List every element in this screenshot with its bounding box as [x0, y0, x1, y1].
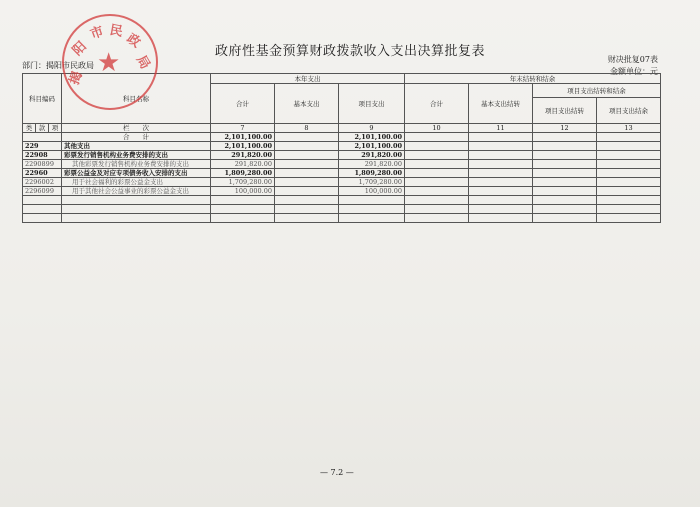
empty-cell: [469, 196, 533, 205]
page-title: 政府性基金预算财政拨款收入支出决算批复表: [215, 44, 486, 59]
empty-cell: [597, 151, 661, 160]
header-subject-name: 科目名称: [62, 74, 211, 124]
row-total: 1,709,280.00: [211, 178, 275, 187]
header-project-carry: 项目支出结转: [533, 98, 597, 124]
empty-cell: [533, 178, 597, 187]
row-total: 100,000.00: [211, 187, 275, 196]
row-project: 291,820.00: [339, 151, 405, 160]
empty-cell: [533, 133, 597, 142]
empty-cell: [405, 160, 469, 169]
table-row: [23, 187, 661, 196]
empty-cell: [405, 151, 469, 160]
empty-cell: [339, 214, 405, 223]
col-number: 8: [275, 124, 339, 133]
empty-cell: [275, 151, 339, 160]
sum-row-code: [23, 133, 62, 142]
empty-cell: [469, 142, 533, 151]
empty-cell: [275, 187, 339, 196]
header-column-order: 栏 次: [62, 124, 211, 133]
col-number: 11: [469, 124, 533, 133]
table-row: [23, 160, 661, 169]
empty-cell: [211, 214, 275, 223]
empty-cell: [405, 196, 469, 205]
empty-cell: [597, 142, 661, 151]
row-name: 其他彩票发行销售机构业务费安排的支出: [62, 160, 211, 169]
header-project: 项目支出: [339, 84, 405, 124]
empty-cell: [469, 160, 533, 169]
col-number: 10: [405, 124, 469, 133]
empty-cell: [62, 196, 211, 205]
empty-cell: [469, 178, 533, 187]
empty-cell: [275, 169, 339, 178]
empty-cell: [23, 196, 62, 205]
row-total: 2,101,100.00: [211, 142, 275, 151]
empty-cell: [275, 196, 339, 205]
table-body: [23, 142, 661, 196]
col-number: 12: [533, 124, 597, 133]
empty-cell: [275, 214, 339, 223]
empty-cell: [597, 214, 661, 223]
empty-cell: [275, 178, 339, 187]
empty-cell: [62, 205, 211, 214]
header-year-end: 年末结转和结余: [405, 74, 661, 84]
empty-cell: [533, 160, 597, 169]
header-basic-carry: 基本支出结转: [469, 84, 533, 124]
header-section: 款: [36, 124, 49, 133]
empty-cell: [211, 196, 275, 205]
unit-label: 金额单位：元: [610, 67, 658, 76]
header-total: 合计: [211, 84, 275, 124]
empty-cell: [405, 205, 469, 214]
table-row: [23, 151, 661, 160]
row-total: 1,809,280.00: [211, 169, 275, 178]
row-name: 其他支出: [62, 142, 211, 151]
form-code: 财决批复07表: [607, 55, 658, 64]
empty-cell: [533, 151, 597, 160]
empty-cell: [533, 169, 597, 178]
row-code: 22960: [23, 169, 62, 178]
empty-cell: [597, 178, 661, 187]
empty-cell: [275, 133, 339, 142]
empty-cell: [211, 205, 275, 214]
empty-cell: [597, 187, 661, 196]
sum-total: 2,101,100.00: [211, 133, 275, 142]
empty-cell: [597, 160, 661, 169]
table-row: [23, 178, 661, 187]
row-code: 2296002: [23, 178, 62, 187]
header-class: 类: [23, 124, 36, 133]
row-project: 2,101,100.00: [339, 142, 405, 151]
empty-cell: [405, 133, 469, 142]
empty-cell: [62, 214, 211, 223]
row-name: 用于其他社会公益事业的彩票公益金支出: [62, 187, 211, 196]
row-code: 22908: [23, 151, 62, 160]
col-number: 7: [211, 124, 275, 133]
star-icon: ★: [97, 48, 121, 78]
row-code: 2290899: [23, 160, 62, 169]
page-number: — 7.2 —: [320, 468, 354, 477]
empty-cell: [405, 187, 469, 196]
row-project: 100,000.00: [339, 187, 405, 196]
row-name: 用于社会福利的彩票公益金支出: [62, 178, 211, 187]
empty-cell: [469, 133, 533, 142]
empty-cell: [533, 214, 597, 223]
sum-label: 合 计: [62, 133, 211, 142]
row-project: 291,820.00: [339, 160, 405, 169]
row-code: 2296099: [23, 187, 62, 196]
header-basic: 基本支出: [275, 84, 339, 124]
empty-cell: [339, 205, 405, 214]
header-item: 项: [49, 124, 62, 133]
empty-cell: [469, 205, 533, 214]
header-project-carry-balance: 项目支出结转和结余: [533, 84, 661, 98]
col-number: 13: [597, 124, 661, 133]
empty-cell: [533, 205, 597, 214]
row-project: 1,809,280.00: [339, 169, 405, 178]
empty-cell: [275, 160, 339, 169]
empty-cell: [405, 214, 469, 223]
header-current-year: 本年支出: [211, 74, 405, 84]
empty-cell: [469, 214, 533, 223]
department-label: 部门：揭阳市民政局: [22, 61, 94, 70]
col-number: 9: [339, 124, 405, 133]
header-subject-code: 科目编码: [23, 74, 62, 124]
empty-cell: [597, 169, 661, 178]
empty-cell: [533, 187, 597, 196]
empty-cell: [469, 169, 533, 178]
empty-cell: [405, 142, 469, 151]
row-project: 1,709,280.00: [339, 178, 405, 187]
row-name: 彩票公益金及对应专项债务收入安排的支出: [62, 169, 211, 178]
empty-cell: [597, 196, 661, 205]
row-name: 彩票发行销售机构业务费安排的支出: [62, 151, 211, 160]
empty-cell: [469, 187, 533, 196]
row-total: 291,820.00: [211, 160, 275, 169]
empty-cell: [469, 151, 533, 160]
empty-cell: [533, 142, 597, 151]
empty-cell: [597, 133, 661, 142]
sum-project: 2,101,100.00: [339, 133, 405, 142]
empty-cell: [533, 196, 597, 205]
header-ye-total: 合计: [405, 84, 469, 124]
empty-cell: [405, 178, 469, 187]
empty-cell: [275, 205, 339, 214]
empty-cell: [339, 196, 405, 205]
empty-cell: [405, 169, 469, 178]
official-seal: 揭 阳 市 民 政 局 ★: [62, 14, 158, 110]
empty-cell: [597, 205, 661, 214]
empty-cell: [23, 205, 62, 214]
row-code: 229: [23, 142, 62, 151]
header-project-balance: 项目支出结余: [597, 98, 661, 124]
budget-table: [22, 73, 661, 223]
empty-cell: [23, 214, 62, 223]
row-total: 291,820.00: [211, 151, 275, 160]
empty-cell: [275, 142, 339, 151]
table-row: [23, 169, 661, 178]
table-row: [23, 142, 661, 151]
